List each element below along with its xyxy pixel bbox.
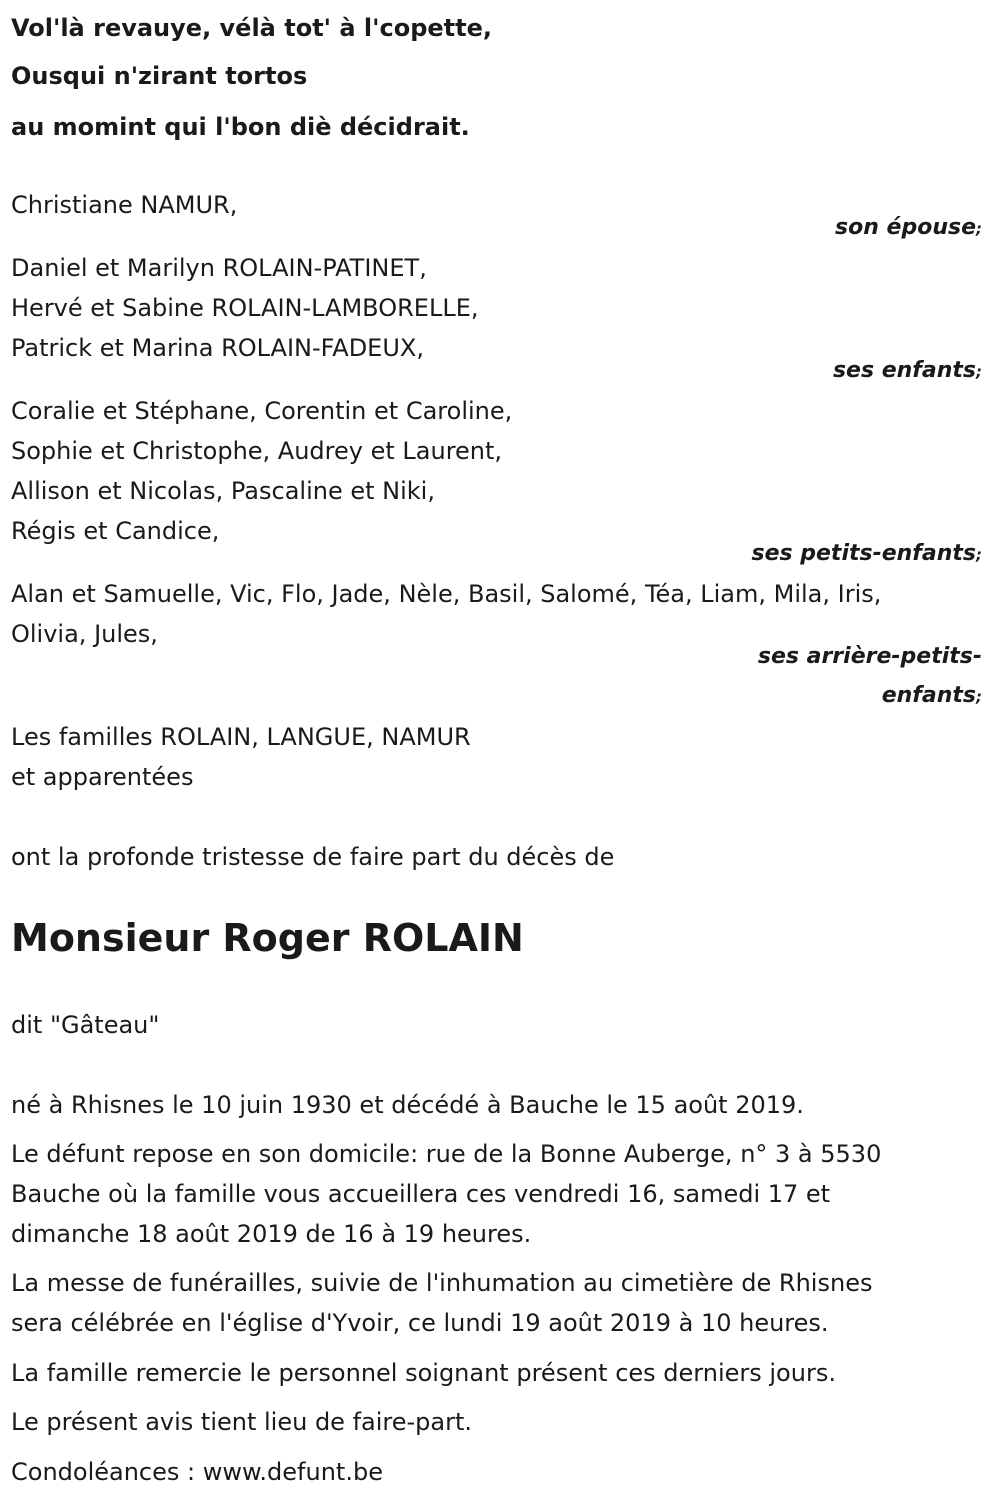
deceased-nickname: dit "Gâteau": [11, 1011, 160, 1039]
repose-line-1: Le défunt repose en son domicile: rue de la Bonne Auberge, n° 3 à 5530: [11, 1140, 882, 1168]
funeral-line-2: sera célébrée en l'église d'Yvoir, ce lundi 19 août 2019 à 10 heures.: [11, 1309, 829, 1337]
children-role: ses enfants;: [832, 358, 982, 383]
great-grandchild-line-1: Alan et Samuelle, Vic, Flo, Jade, Nèle, Basil, Salomé, Téa, Liam, Mila, Iris,: [11, 580, 882, 608]
child-line-1: Daniel et Marilyn ROLAIN-PATINET,: [11, 254, 427, 282]
spouse-name: Christiane NAMUR,: [11, 191, 238, 219]
spouse-role: son épouse;: [835, 215, 982, 240]
grandchildren-role: ses petits-enfants;: [751, 541, 982, 566]
deceased-name: Monsieur Roger ROLAIN: [11, 916, 524, 960]
grandchild-line-4: Régis et Candice,: [11, 517, 220, 545]
grandchild-line-3: Allison et Nicolas, Pascaline et Niki,: [11, 477, 435, 505]
great-grandchildren-role-line-2: enfants;: [881, 683, 982, 708]
thanks-line: La famille remercie le personnel soignant présent ces derniers jours.: [11, 1359, 836, 1387]
grandchild-line-2: Sophie et Christophe, Audrey et Laurent,: [11, 437, 503, 465]
great-grandchildren-role-line-1: ses arrière-petits-: [757, 644, 982, 669]
child-line-3: Patrick et Marina ROLAIN-FADEUX,: [11, 334, 424, 362]
repose-line-2: Bauche où la famille vous accueillera ces vendredi 16, samedi 17 et: [11, 1180, 831, 1208]
families-line-1: Les familles ROLAIN, LANGUE, NAMUR: [11, 723, 471, 751]
funeral-line-1: La messe de funérailles, suivie de l'inhumation au cimetière de Rhisnes: [11, 1269, 873, 1297]
repose-line-3: dimanche 18 août 2019 de 16 à 19 heures.: [11, 1220, 532, 1248]
poem-line-1: Vol'là revauye, vélà tot' à l'copette,: [11, 14, 493, 42]
condolences-line: Condoléances : www.defunt.be: [11, 1458, 383, 1486]
poem-line-3: au momint qui l'bon diè décidrait.: [11, 113, 470, 141]
birth-death-line: né à Rhisnes le 10 juin 1930 et décédé à Bauche le 15 août 2019.: [11, 1091, 804, 1119]
child-line-2: Hervé et Sabine ROLAIN-LAMBORELLE,: [11, 294, 479, 322]
announcement: ont la profonde tristesse de faire part du décès de: [11, 843, 615, 871]
poem-line-2: Ousqui n'zirant tortos: [11, 62, 308, 90]
families-line-2: et apparentées: [11, 763, 194, 791]
great-grandchild-line-2: Olivia, Jules,: [11, 620, 158, 648]
notice-line: Le présent avis tient lieu de faire-part.: [11, 1408, 473, 1436]
grandchild-line-1: Coralie et Stéphane, Corentin et Caroline,: [11, 397, 513, 425]
